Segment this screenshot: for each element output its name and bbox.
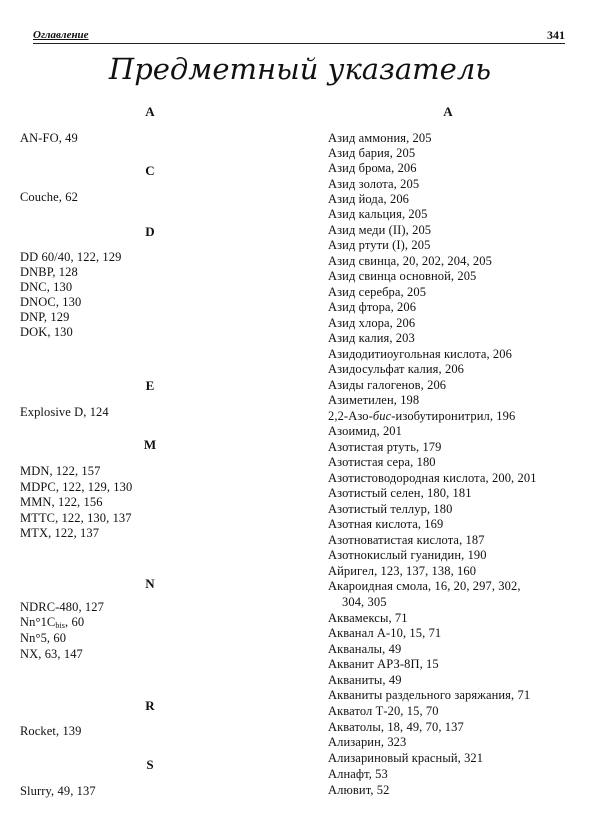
entry-part: 2,2-Азо- xyxy=(328,409,373,423)
entry-part: -изобутиронитрил, 196 xyxy=(391,409,516,423)
index-entry: Азид кальция, 205 xyxy=(328,207,428,221)
index-entry: Азид свинца, 20, 202, 204, 205 xyxy=(328,254,492,268)
index-entry: Азотистоводородная кислота, 200, 201 xyxy=(328,471,537,485)
index-entry: Азотноватистая кислота, 187 xyxy=(328,533,485,547)
index-entry: Аквамексы, 71 xyxy=(328,611,408,625)
index-entry: NDRC-480, 127 xyxy=(20,600,104,614)
entry-subscript: bis xyxy=(55,621,66,630)
index-entry: MDN, 122, 157 xyxy=(20,464,101,478)
index-entry: DNC, 130 xyxy=(20,280,73,294)
index-entry: Nn°5, 60 xyxy=(20,631,67,645)
index-entry: Акваниты, 49 xyxy=(328,673,402,687)
page-title: Предметный указатель xyxy=(108,52,492,86)
index-entry: Азид серебра, 205 xyxy=(328,285,427,299)
index-entry: Азидодитиоугольная кислота, 206 xyxy=(328,347,512,361)
index-entry: MDPC, 122, 129, 130 xyxy=(20,480,133,494)
index-entry-continuation: 304, 305 xyxy=(342,595,387,609)
page-number: 341 xyxy=(547,28,565,42)
index-entry: MMN, 122, 156 xyxy=(20,495,103,509)
index-entry: DD 60/40, 122, 129 xyxy=(20,250,122,264)
index-entry: DNP, 129 xyxy=(20,310,70,324)
index-entry: Азоимид, 201 xyxy=(328,424,402,438)
index-entry: NX, 63, 147 xyxy=(20,647,83,661)
letter-heading: A xyxy=(145,104,155,119)
index-entry: Азотистый теллур, 180 xyxy=(328,502,453,516)
letter-heading: N xyxy=(145,576,155,591)
running-head-rule xyxy=(33,43,565,44)
letter-heading: M xyxy=(143,437,157,452)
index-entry: Азид фтора, 206 xyxy=(328,300,417,314)
index-entry xyxy=(20,615,84,630)
index-entry: Азид хлора, 206 xyxy=(328,316,416,330)
index-entry: Азотистая ртуть, 179 xyxy=(328,440,442,454)
index-entry xyxy=(328,409,515,424)
index-entry: Азид золота, 205 xyxy=(328,177,420,191)
index-entry: Айригел, 123, 137, 138, 160 xyxy=(328,564,477,578)
index-entry: Азидосульфат калия, 206 xyxy=(328,362,465,376)
index-entry: Explosive D, 124 xyxy=(20,405,109,419)
running-head-section: Оглавление xyxy=(33,29,89,41)
index-entry: Азотная кислота, 169 xyxy=(328,517,444,531)
index-entry: Slurry, 49, 137 xyxy=(20,784,96,798)
index-entry: Couche, 62 xyxy=(20,190,78,204)
index-entry: DNOC, 130 xyxy=(20,295,82,309)
index-entry: Акваналы, 49 xyxy=(328,642,402,656)
index-entry: Алнафт, 53 xyxy=(328,767,388,781)
index-entry: DOK, 130 xyxy=(20,325,73,339)
index-entry: Азид калия, 203 xyxy=(328,331,415,345)
index-entry: Азид йода, 206 xyxy=(328,192,410,206)
index-entry: Акароидная смола, 16, 20, 297, 302, xyxy=(328,579,521,593)
index-entry: Ализарин, 323 xyxy=(328,735,407,749)
index-entry: Азид аммония, 205 xyxy=(328,131,432,145)
index-entry: Азотистая сера, 180 xyxy=(328,455,436,469)
index-entry: Ализариновый красный, 321 xyxy=(328,751,484,765)
index-entry: Азотнокислый гуанидин, 190 xyxy=(328,548,487,562)
entry-tail: , 60 xyxy=(65,615,85,629)
index-entry: Азид ртути (I), 205 xyxy=(328,238,431,252)
index-entry: Азиды галогенов, 206 xyxy=(328,378,447,392)
entry-italic-part: бис xyxy=(372,409,392,423)
index-entry: Азид бария, 205 xyxy=(328,146,416,160)
index-entry: MTX, 122, 137 xyxy=(20,526,100,540)
letter-heading: D xyxy=(145,224,155,239)
index-entry: AN-FO, 49 xyxy=(20,131,78,145)
index-entry: Азотистый селен, 180, 181 xyxy=(328,486,472,500)
index-entry: Акватол Т-20, 15, 70 xyxy=(328,704,439,718)
entry-main: Nn°1C xyxy=(20,615,56,629)
index-entry: Rocket, 139 xyxy=(20,724,82,738)
index-entry: MTTC, 122, 130, 137 xyxy=(20,511,132,525)
index-entry: DNBP, 128 xyxy=(20,265,78,279)
index-entry: Азиметилен, 198 xyxy=(328,393,420,407)
index-entry: Акваниты раздельного заряжания, 71 xyxy=(328,688,531,702)
index-entry: Азид свинца основной, 205 xyxy=(328,269,477,283)
letter-heading: A xyxy=(443,104,453,119)
letter-heading: S xyxy=(146,757,154,772)
running-head xyxy=(33,28,565,44)
letter-heading: C xyxy=(145,163,155,178)
index-entry: Акванит АРЗ-8П, 15 xyxy=(328,657,439,671)
index-entry: Азид брома, 206 xyxy=(328,161,417,175)
index-entry: Азид меди (II), 205 xyxy=(328,223,432,237)
index-entry: Акватолы, 18, 49, 70, 137 xyxy=(328,720,464,734)
index-entry: Алювит, 52 xyxy=(328,783,390,797)
letter-heading: R xyxy=(145,698,155,713)
index-entry: Акванал А-10, 15, 71 xyxy=(328,626,442,640)
letter-heading: E xyxy=(145,378,155,393)
